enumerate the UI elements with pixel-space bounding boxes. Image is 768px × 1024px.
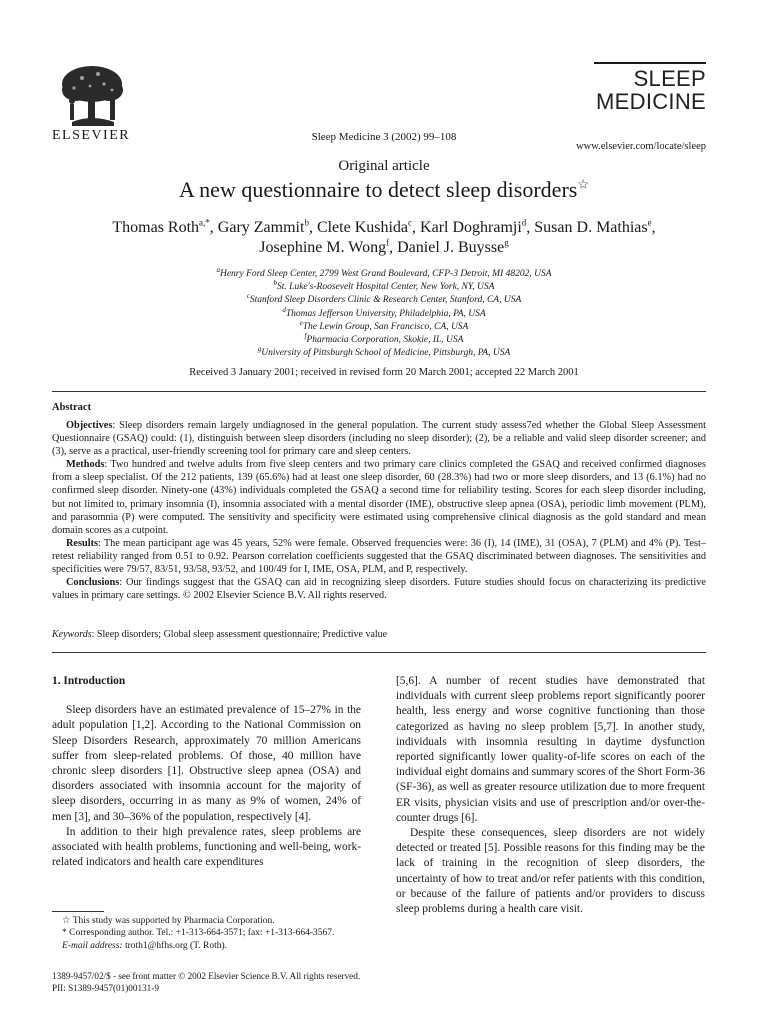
author-separator: , (651, 219, 656, 236)
body-column-left (52, 674, 361, 870)
affiliation-line (0, 347, 768, 360)
keywords-list: : Sleep disorders; Global sleep assessment questionnaire; Predictive value (91, 629, 388, 640)
journal-brand (560, 67, 706, 113)
affiliation-mark: b (273, 279, 278, 288)
author-affiliation-mark: b (304, 217, 309, 228)
author-separator: , (209, 219, 218, 236)
brand-rule (594, 62, 706, 64)
body-paragraph: Despite these consequences, sleep disorders are not widely detected or treated [5]. Possible reasons for this finding may be the lack of training in the recognition of sleep disorders, the uncertainty of how to treat and/or refer patients with this condition, or because of the failure of patients and/or providers to discuss sleep problems during a health care visit. (396, 827, 705, 916)
article-title (0, 177, 768, 203)
author-affiliation-mark: a,* (199, 217, 210, 228)
keywords-label: Keywords (52, 629, 92, 640)
title-text: A new questionnaire to detect sleep disorders (179, 177, 578, 202)
affiliation-line (0, 265, 768, 281)
author-separator: , (308, 219, 317, 236)
email-address[interactable]: troth1@hfhs.org (T. Roth). (124, 940, 228, 951)
affiliation-line (0, 318, 768, 334)
body-paragraph: In addition to their high prevalence rates, sleep problems are associated with health problems, functioning and well-being, work-related indicators and health care expenditures (52, 825, 361, 869)
abstract-section-label: Methods (66, 459, 105, 471)
abstract-bottom-rule (52, 652, 706, 653)
author-name[interactable]: Susan D. Mathias (534, 219, 648, 236)
affiliation-line (0, 305, 768, 321)
funding-footnote-text: This study was supported by Pharmacia Corporation. (72, 916, 275, 926)
abstract-section-text: : Two hundred and twelve adults from five sleep centers and two primary care clinics completed the GSAQ and received confirmed diagnoses from a sleep specialist. Of the 212 patients, 139 (65.6%) had at least one sleep disorder, 60 (28.3%) had two or more sleep disorders, and 13 (6.1%) had no confirmed sleep disorder. Ninety-one (43%) individuals completed the GSAQ a second time for reliability testing. Scores for each sleep disorder including, but not limited to, primary insomnia (I), insomnia associated with a mental disorder (IME), obstructive sleep apnea (OSA), periodic limb movement (PLM), and parasomnia (P) were computed. The sensitivity and specificity were estimated using comprehensive clinical diagnosis as the gold standard and mean domain scores as a cutpoint. (52, 459, 706, 536)
journal-url[interactable]: www.elsevier.com/locate/sleep (576, 141, 706, 152)
author-name[interactable]: Karl Doghramji (420, 219, 522, 236)
abstract-body (52, 419, 706, 602)
keywords (52, 629, 387, 640)
affiliation-mark: d (282, 305, 286, 314)
pii-line: PII: S1389-9457(01)00131-9 (52, 983, 159, 993)
received-dates: Received 3 January 2001; received in revised form 20 March 2001; accepted 22 March 2001 (189, 367, 579, 378)
body-paragraph: Sleep disorders have an estimated prevalence of 15–27% in the adult population [1,2]. According to the National Commission on Sleep Disorders Research, approximately 70 million Americans suffer from sleep-related problems. Of those, 40 million have chronic sleep disorders [1]. Obstructive sleep apnea (OSA) and disorders associated with insomnia account for the majority of sleep disorders, occurring in as many as 9% of women, 24% of men [3], and 30–36% of the population, respectively [4]. (52, 704, 361, 823)
title-footnote-mark[interactable]: ☆ (577, 176, 589, 192)
abstract-section-label: Conclusions (66, 577, 120, 589)
abstract-section-label: Results (66, 537, 99, 549)
affiliation-line (0, 281, 768, 294)
body-column-right (396, 674, 705, 917)
footnote-mark: ☆ (62, 916, 71, 926)
author-separator: , (526, 219, 535, 236)
affiliation-mark: f (304, 331, 307, 340)
author-affiliation-mark: c (408, 217, 413, 228)
corresponding-author-footnote (52, 927, 361, 939)
journal-citation: Sleep Medicine 3 (2002) 99–108 (311, 131, 457, 143)
affiliation-line (0, 331, 768, 347)
abstract-section (52, 458, 706, 537)
abstract-section-label: Objectives (66, 420, 113, 431)
affiliation-mark: a (216, 265, 220, 274)
affiliation-mark: g (257, 345, 262, 354)
brand-line-1: SLEEP (633, 66, 706, 91)
abstract-section (52, 419, 706, 458)
affiliation-text: Stanford Sleep Disorders Clinic & Research Center, Stanford, CA, USA (249, 295, 522, 306)
affiliation-text: St. Luke's-Roosevelt Hospital Center, New York, NY, USA (277, 282, 495, 293)
author-separator: , (412, 219, 421, 236)
affiliation-text: Henry Ford Sleep Center, 2799 West Grand Boulevard, CFP-3 Detroit, MI 48202, USA (219, 269, 552, 279)
abstract-section-text: : Sleep disorders remain largely undiagnosed in the general population. The current study assess7ed whether the Global Sleep Assessment Questionnaire (GSAQ) could: (1), distinguish between sleep disorders (including no sleep disorder); (2), be a reliable and valid sleep disorder screener; and (3), serve as a practical, user-friendly screening tool for primary care and sleep centers. (52, 420, 706, 458)
brand-line-2: MEDICINE (596, 89, 706, 114)
affiliation-mark: e (299, 318, 303, 327)
abstract-top-rule (52, 391, 706, 392)
author-name[interactable]: Daniel J. Buysse (397, 239, 505, 256)
author-affiliation-mark: g (504, 237, 509, 248)
abstract-section-text: : The mean participant age was 45 years, 52% were female. Observed frequencies were: 36 (I), 14 (IME), 31 (OSA), 7 (PLM) and 4% (P). Test–retest reliability ranged from 0.51 to 0.92. Pearson correlation coefficients suggested that the GSAQ discriminated between diagnoses. The sensitivities and specificities were 79/57, 83/51, 93/58, 93/52, and 100/49 for I, IME, OSA, PLM, and P, respectively. (52, 537, 706, 576)
affiliations (0, 265, 768, 360)
affiliation-line (0, 294, 768, 307)
affiliation-mark: c (246, 292, 250, 301)
elsevier-tree-logo (52, 60, 132, 132)
abstract-section (52, 576, 706, 602)
author-affiliation-mark: d (521, 217, 527, 228)
abstract-heading: Abstract (52, 402, 92, 413)
section-heading-introduction: 1. Introduction (52, 675, 126, 687)
affiliation-text: Thomas Jefferson University, Philadelphia, PA, USA (285, 308, 486, 319)
footnote-rule (52, 911, 104, 912)
publisher-name: ELSEVIER (52, 128, 131, 143)
email-label: E-mail address: (62, 940, 123, 951)
affiliation-text: University of Pittsburgh School of Medicine, Pittsburgh, PA, USA (261, 348, 511, 359)
footnote-mark: * (62, 928, 67, 939)
author-name[interactable]: Josephine M. Wong (259, 239, 387, 256)
corresponding-author-text: Corresponding author. Tel.: +1-313-664-3571; fax: +1-313-664-3567. (69, 928, 335, 939)
authors-line-2 (0, 239, 768, 257)
footnotes (52, 915, 361, 952)
email-footnote (52, 940, 361, 952)
article-type: Original article (338, 158, 430, 174)
abstract-section-text: : Our findings suggest that the GSAQ can aid in recognizing sleep disorders. Future studies should focus on characterizing its predictive values in primary care settings. © 2002 Elsevier Science B.V. All rights reserved. (52, 577, 706, 602)
author-affiliation-mark: e (647, 217, 652, 228)
imprint (52, 970, 360, 994)
copyright-line: 1389-9457/02/$ - see front matter © 2002 Elsevier Science B.V. All rights reserved. (52, 971, 361, 981)
author-affiliation-mark: f (386, 237, 390, 248)
abstract-section (52, 537, 706, 576)
funding-footnote (52, 915, 361, 927)
body-paragraph-continued: [5,6]. A number of recent studies have demonstrated that individuals with current sleep problems report significantly poorer health, less energy and worse cognitive functioning than those categorized as having no sleep problem [5,7]. In another study, individuals with insomnia resulting in daytime dysfunction reported significantly lower quality-of-life scores on each of the individual eight domains and summary scores of the Short Form-36 (SF-36), as well as greater resource utilization due to more frequent ER visits, physician visits and use of prescription and/or over-the-counter drugs [6]. (396, 675, 705, 824)
author-name[interactable]: Thomas Roth (112, 219, 200, 236)
author-name[interactable]: Gary Zammit (217, 219, 305, 236)
authors-line-1 (0, 219, 768, 237)
author-name[interactable]: Clete Kushida (316, 219, 409, 236)
author-separator: , (389, 239, 398, 256)
affiliation-text: The Lewin Group, San Francisco, CA, USA (302, 321, 469, 332)
affiliation-text: Pharmacia Corporation, Skokie, IL, USA (306, 335, 464, 346)
